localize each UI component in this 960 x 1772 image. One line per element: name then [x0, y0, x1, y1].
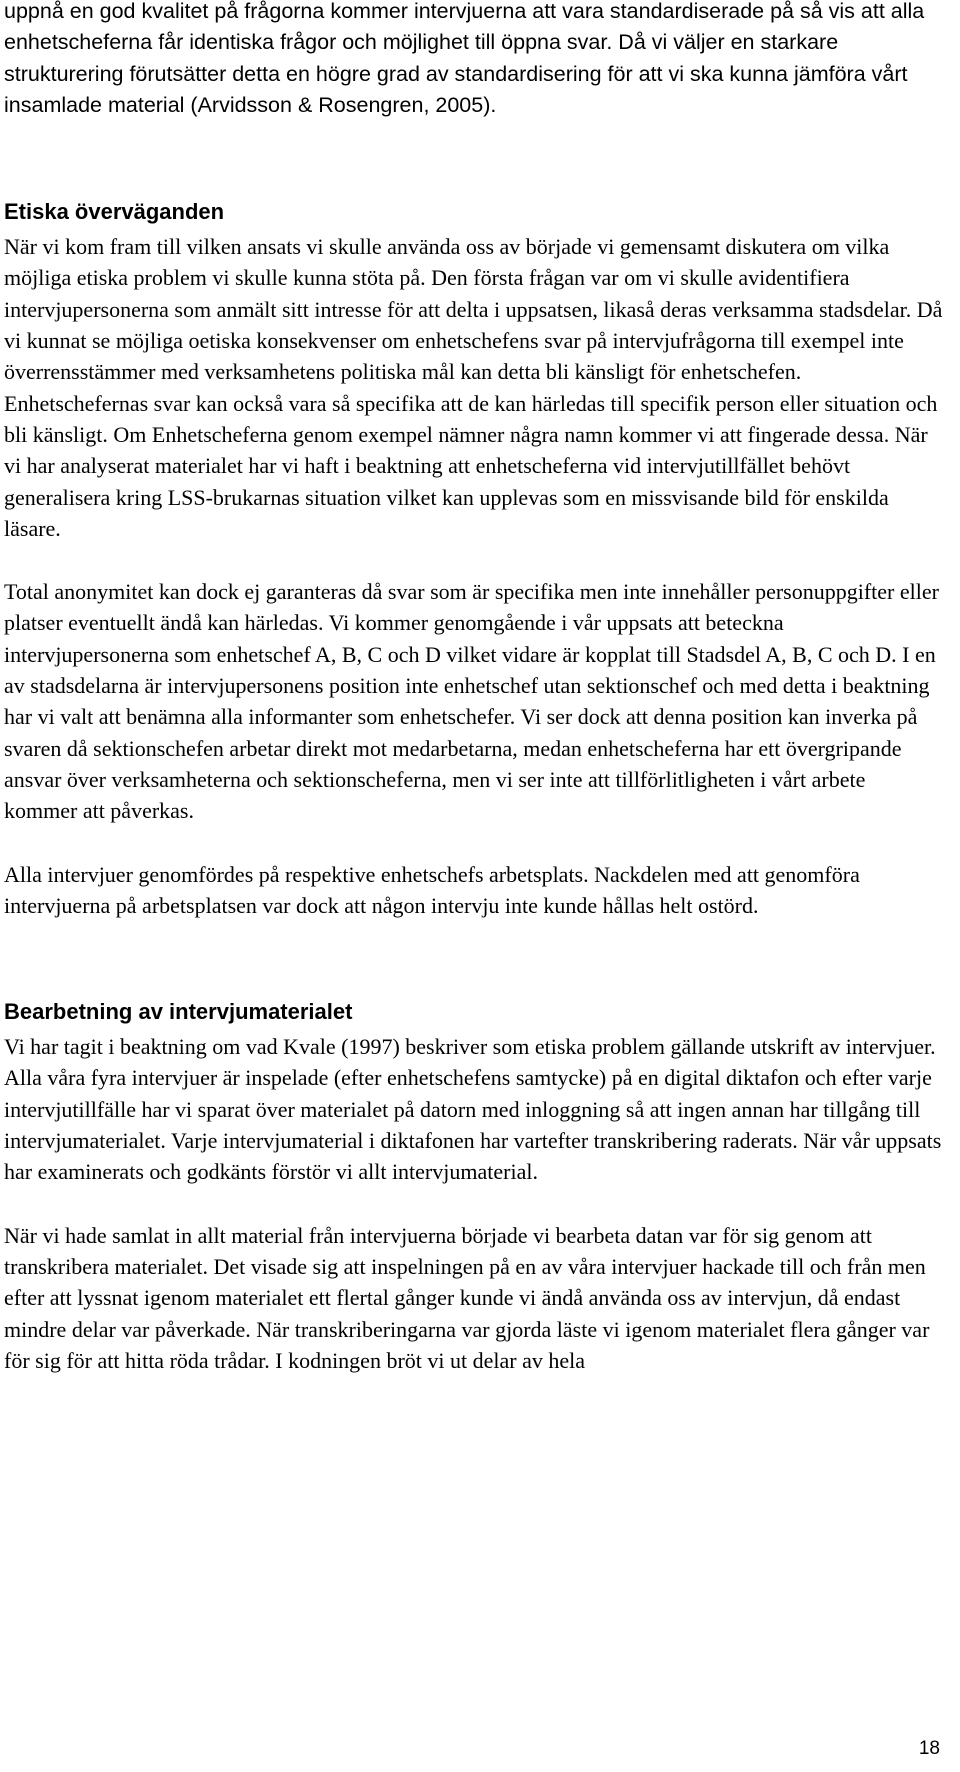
- paragraph: Vi har tagit i beaktning om vad Kvale (1997) beskriver som etiska problem gällande utskrift av intervjuer. Alla våra fyra intervjuer är inspelade (efter enhetschefens samtycke) på en digital diktafon och efter varje intervjutillfälle har vi sparat över materialet på datorn med inloggning så att ingen annan har tillgång till intervjumaterialet. Varje intervjumaterial i diktafonen har vartefter transkribering raderats. När vår uppsats har examinerats och godkänts förstör vi allt intervjumaterial.: [4, 1034, 942, 1185]
- page-content: [4, 0, 944, 1376]
- section-etiska-overvaganden: [4, 197, 944, 921]
- section-bearbetning: [4, 997, 944, 1376]
- paragraph: När vi kom fram till vilken ansats vi skulle använda oss av började vi gemensamt diskutera om vilka möjliga etiska problem vi skulle kunna stöta på. Den första frågan var om vi skulle avidentifiera intervjupersonerna som anmält sitt intresse för att delta i uppsatsen, likaså deras verksamma stadsdelar. Då vi kunnat se möjliga oetiska konsekvenser om enhetschefens svar på intervjufrågorna till exempel inte överrensstämmer med verksamhetens politiska mål kan detta bli känsligt för enhetschefen. Enhetschefernas svar kan också vara så specifika att de kan härledas till specifik person eller situation och bli känsligt. Om Enhetscheferna genom exempel nämner några namn kommer vi att fingerade dessa. När vi har analyserat materialet har vi haft i beaktning att enhetscheferna vid intervjutillfället behövt generalisera kring LSS-brukarnas situation vilket kan upplevas som en missvisande bild för enskilda läsare.: [4, 234, 943, 541]
- intro-paragraph: uppnå en god kvalitet på frågorna kommer intervjuerna att vara standardiserade på så vis att alla enhetscheferna får identiska frågor och möjlighet till öppna svar. Då vi väljer en starkare strukturering förutsätter detta en högre grad av standardisering för att vi ska kunna jämföra vårt insamlade material (Arvidsson & Rosengren, 2005).: [4, 0, 925, 117]
- paragraph: Total anonymitet kan dock ej garanteras då svar som är specifika men inte innehåller personuppgifter eller platser eventuellt ändå kan härledas. Vi kommer genomgående i vår uppsats att beteckna intervjupersonerna som enhetschef A, B, C och D vilket vidare är kopplat till Stadsdel A, B, C och D. I en av stadsdelarna är intervjupersonens position inte enhetschef utan sektionschef och med detta i beaktning har vi valt att benämna alla informanter som enhetschefer. Vi ser dock att denna position kan inverka på svaren då sektionschefen arbetar direkt mot medarbetarna, medan enhetscheferna har ett övergripande ansvar över verksamheterna och sektionscheferna, men vi ser inte att tillförlitligheten i vårt arbete kommer att påverkas.: [4, 579, 939, 824]
- paragraph: När vi hade samlat in allt material från intervjuerna började vi bearbeta datan var för sig genom att transkribera materialet. Det visade sig att inspelningen på en av våra intervjuer hackade till och från men efter att lyssnat igenom materialet ett flertal gånger kunde vi ändå använda oss av intervjun, då endast mindre delar var påverkade. När transkriberingarna var gjorda läste vi igenom materialet flera gånger var för sig för att hitta röda trådar. I kodningen bröt vi ut delar av hela: [4, 1222, 930, 1373]
- section-heading: Etiska överväganden: [4, 199, 225, 225]
- page-number: 18: [918, 1738, 940, 1759]
- paragraph: Alla intervjuer genomfördes på respektive enhetschefs arbetsplats. Nackdelen med att genomföra intervjuerna på arbetsplatsen var dock att någon intervju inte kunde hållas helt ostörd.: [4, 861, 860, 918]
- section-heading: Bearbetning av intervjumaterialet: [4, 999, 353, 1025]
